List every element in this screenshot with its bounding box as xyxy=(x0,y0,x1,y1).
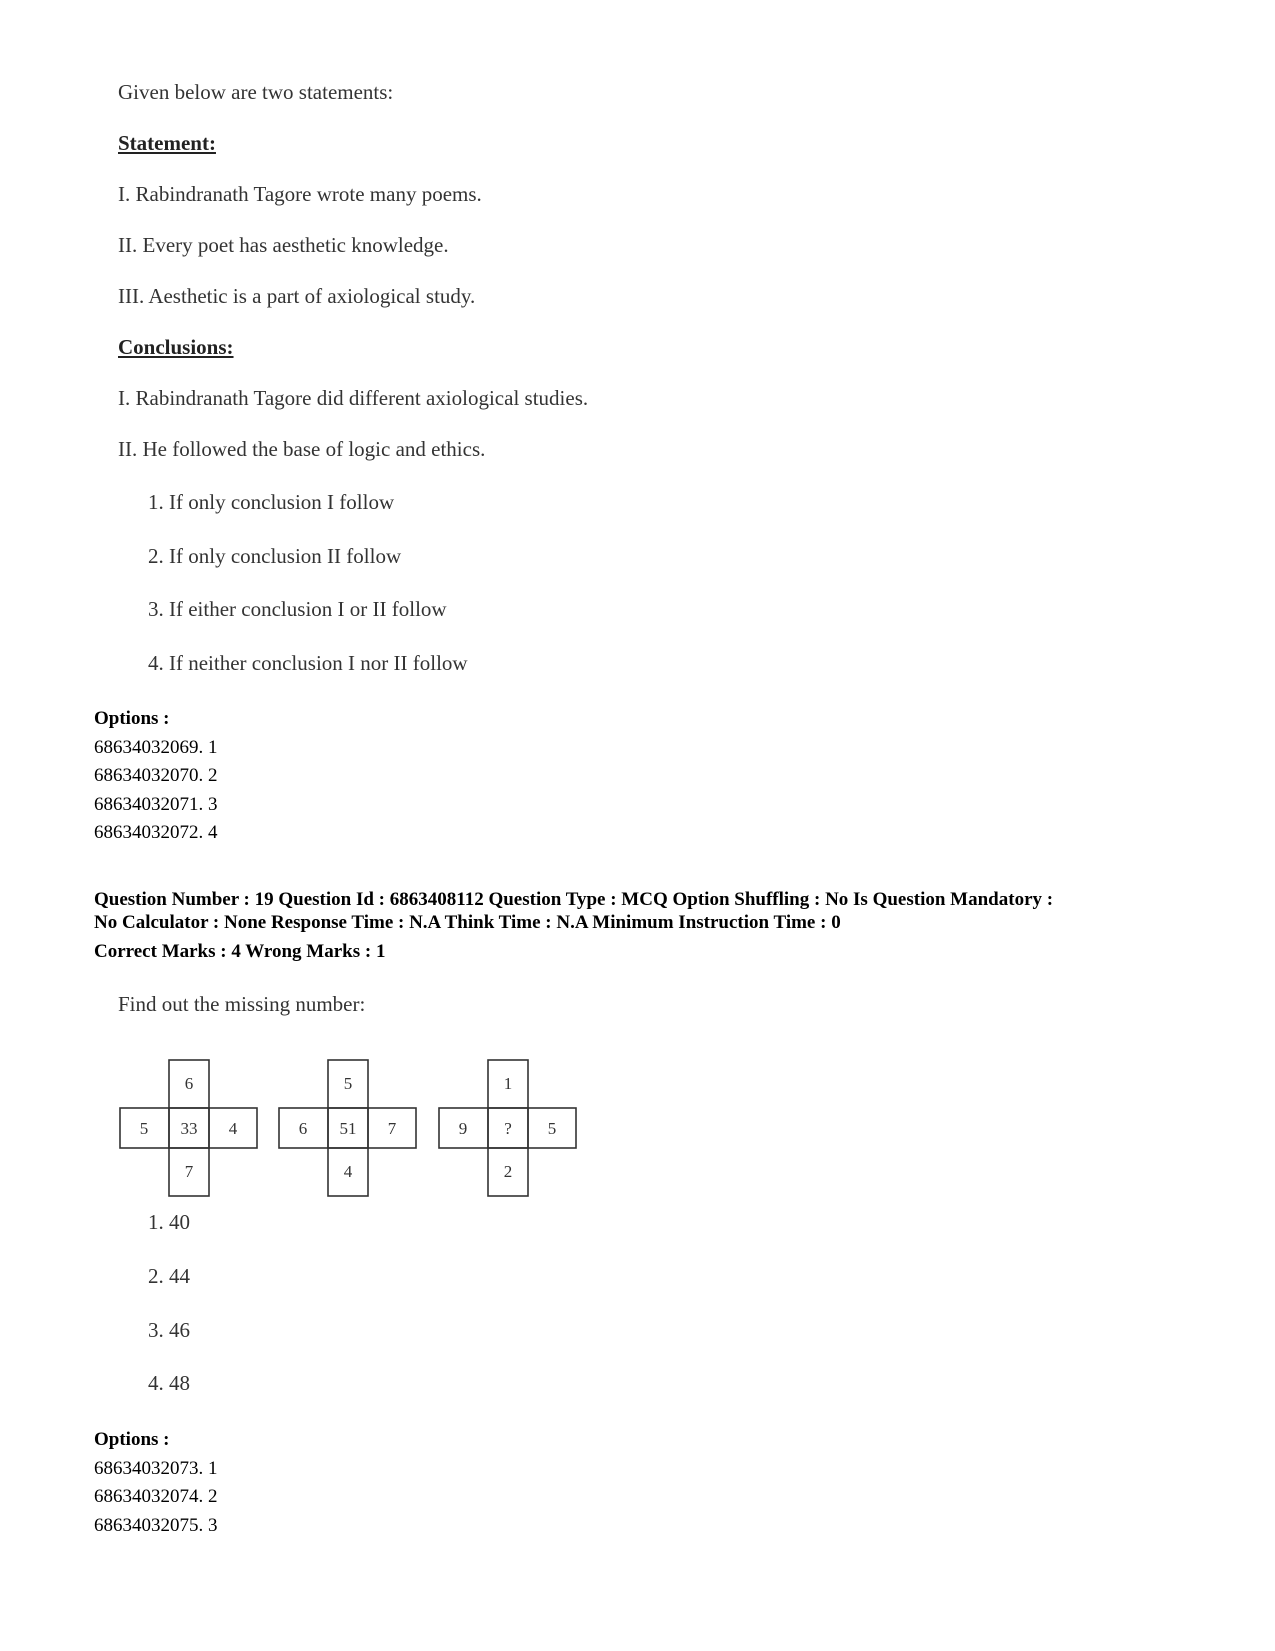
q19-meta-line-1: Question Number : 19 Question Id : 6863408112 Question Type : MCQ Option Shuffling : No Is Question Mandatory : xyxy=(94,889,1054,910)
q18-option-3: 68634032071. 3 xyxy=(94,794,218,815)
q19-option-1: 68634032073. 1 xyxy=(94,1458,218,1479)
q19-meta-line-3: Correct Marks : 4 Wrong Marks : 1 xyxy=(94,941,386,962)
cross-figure-1 xyxy=(120,1060,257,1196)
q19-choice-2: 2. 44 xyxy=(148,1264,190,1288)
q18-conclusion-1: I. Rabindranath Tagore did different axiological studies. xyxy=(118,386,589,410)
cross-figure-3 xyxy=(439,1060,576,1196)
q18-choice-2: 2. If only conclusion II follow xyxy=(148,544,402,568)
cross-3-right: 5 xyxy=(547,1119,557,1138)
cross-2-left: 6 xyxy=(298,1119,308,1138)
q18-statement-1: I. Rabindranath Tagore wrote many poems. xyxy=(118,182,482,206)
q19-choice-4: 4. 48 xyxy=(148,1371,190,1395)
q18-option-1: 68634032069. 1 xyxy=(94,737,218,758)
q18-conclusion-2: II. He followed the base of logic and ethics. xyxy=(118,437,486,461)
q19-meta-line-2: No Calculator : None Response Time : N.A Think Time : N.A Minimum Instruction Time : 0 xyxy=(94,912,841,933)
cross-3-top: 1 xyxy=(503,1074,513,1093)
cross-1-center: 33 xyxy=(180,1119,198,1138)
number-cross-puzzle xyxy=(118,1057,588,1202)
cross-3-center: ? xyxy=(504,1119,512,1138)
q19-options-label: Options : xyxy=(94,1429,170,1450)
q19-choice-1: 1. 40 xyxy=(148,1210,190,1234)
q18-conclusions-heading: Conclusions: xyxy=(118,335,234,359)
cross-3-bottom: 2 xyxy=(503,1162,513,1181)
q18-choice-4: 4. If neither conclusion I nor II follow xyxy=(148,651,468,675)
cross-2-right: 7 xyxy=(387,1119,397,1138)
cross-1-right: 4 xyxy=(228,1119,238,1138)
q19-option-3: 68634032075. 3 xyxy=(94,1515,218,1536)
q19-prompt: Find out the missing number: xyxy=(118,992,366,1016)
cross-3-left: 9 xyxy=(458,1119,468,1138)
q18-choice-1: 1. If only conclusion I follow xyxy=(148,490,395,514)
q19-option-2: 68634032074. 2 xyxy=(94,1486,218,1507)
cross-2-bottom: 4 xyxy=(343,1162,353,1181)
q18-option-2: 68634032070. 2 xyxy=(94,765,218,786)
q19-choice-3: 3. 46 xyxy=(148,1318,190,1342)
q18-statement-heading: Statement: xyxy=(118,131,216,155)
q18-option-4: 68634032072. 4 xyxy=(94,822,218,843)
q18-options-label: Options : xyxy=(94,708,170,729)
q18-statement-3: III. Aesthetic is a part of axiological study. xyxy=(118,284,476,308)
cross-figure-2 xyxy=(279,1060,416,1196)
cross-1-left: 5 xyxy=(139,1119,149,1138)
q18-choice-3: 3. If either conclusion I or II follow xyxy=(148,597,447,621)
cross-2-center: 51 xyxy=(339,1119,357,1138)
cross-1-bottom: 7 xyxy=(184,1162,194,1181)
q18-intro: Given below are two statements: xyxy=(118,80,394,104)
cross-1-top: 6 xyxy=(184,1074,194,1093)
q18-statement-2: II. Every poet has aesthetic knowledge. xyxy=(118,233,449,257)
cross-2-top: 5 xyxy=(343,1074,353,1093)
